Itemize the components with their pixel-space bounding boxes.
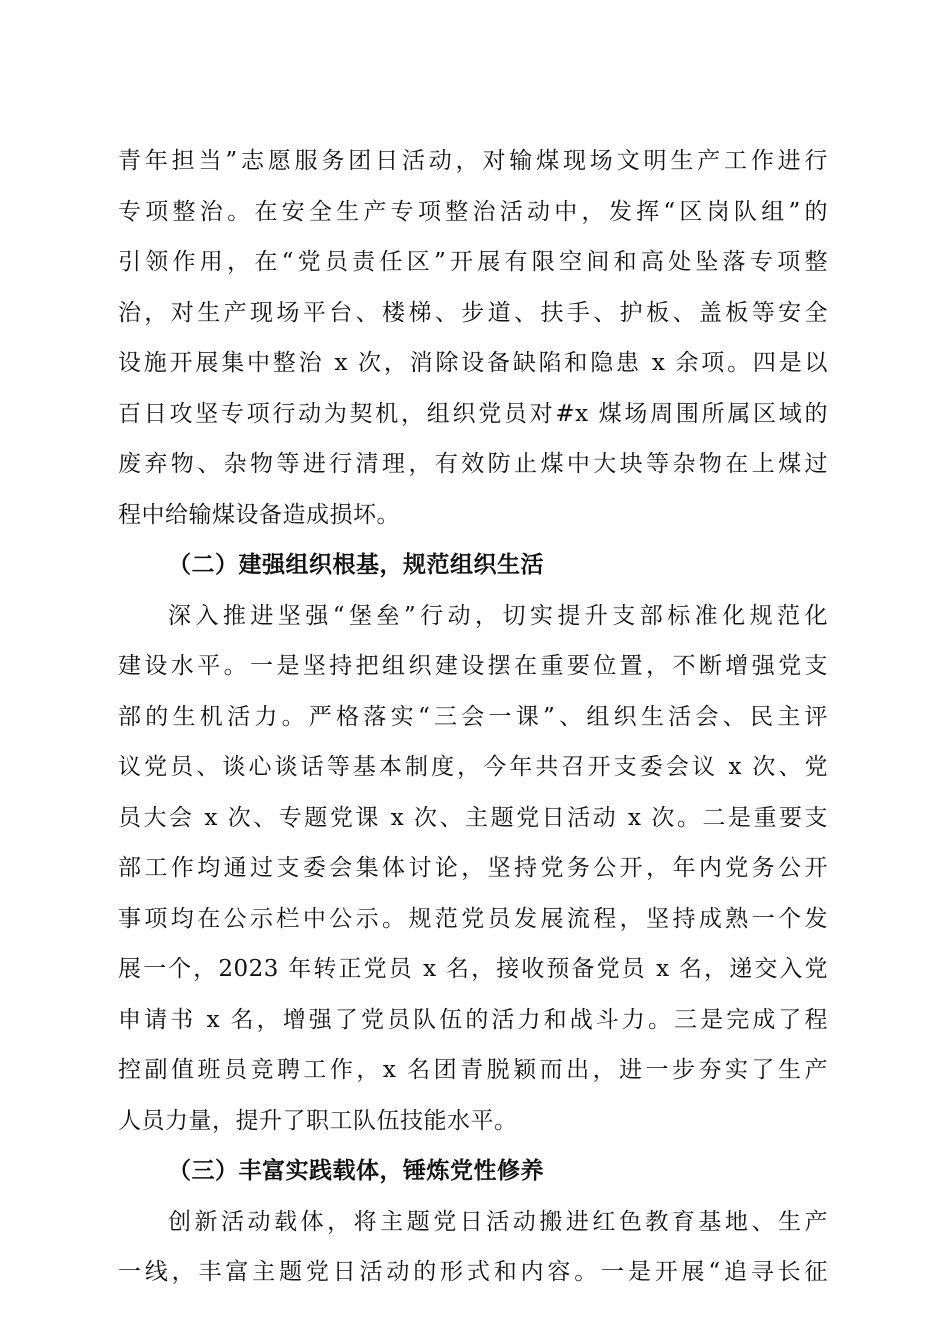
text-line-17: 展一个，2023 年转正党员 x 名，接收预备党员 x 名，递交入党 xyxy=(118,956,828,982)
text-line-1: 青年担当”志愿服务团日活动，对输煤现场文明生产工作进行 xyxy=(118,148,828,174)
text-line-23: 一线，丰富主题党日活动的形式和内容。一是开展“追寻长征 xyxy=(118,1259,828,1285)
section-heading-2: （二）建强组织根基，规范组织生活 xyxy=(168,551,544,578)
text-line-13: 议党员、谈心谈话等基本制度，今年共召开支委会议 x 次、党 xyxy=(118,754,828,780)
text-line-12: 部的生机活力。严格落实“三会一课”、组织生活会、民主评 xyxy=(118,703,828,730)
text-line-14: 员大会 x 次、专题党课 x 次、主题党日活动 x 次。二是重要支 xyxy=(118,804,828,831)
text-line-2: 专项整治。在安全生产专项整治活动中，发挥“区岗队组”的 xyxy=(118,198,828,225)
text-line-18: 申请书 x 名，增强了党员队伍的活力和战斗力。三是完成了程 xyxy=(118,1006,828,1033)
text-line-19: 控副值班员竞聘工作，x 名团青脱颖而出，进一步夯实了生产 xyxy=(118,1057,828,1083)
text-line-6: 百日攻坚专项行动为契机，组织党员对#x 煤场周围所属区域的 xyxy=(118,400,828,427)
text-line-11: 建设水平。一是坚持把组织建设摆在重要位置，不断增强党支 xyxy=(118,653,828,679)
text-line-3: 引领作用，在“党员责任区”开展有限空间和高处坠落专项整 xyxy=(118,249,828,275)
text-line-20: 人员力量，提升了职工队伍技能水平。 xyxy=(118,1107,518,1134)
text-line-15: 部工作均通过支委会集体讨论，坚持党务公开，年内党务公开 xyxy=(118,855,828,881)
section-heading-3: （三）丰富实践载体，锤炼党性修养 xyxy=(168,1157,544,1184)
document-body xyxy=(118,136,828,1298)
text-line-10: 深入推进坚强“堡垒”行动，切实提升支部标准化规范化 xyxy=(168,602,828,629)
text-line-7: 废弃物、杂物等进行清理，有效防止煤中大块等杂物在上煤过 xyxy=(118,451,828,477)
text-line-4: 治，对生产现场平台、楼梯、步道、扶手、护板、盖板等安全 xyxy=(118,299,828,326)
text-line-5: 设施开展集中整治 x 次，消除设备缺陷和隐患 x 余项。四是以 xyxy=(118,350,828,376)
text-line-8: 程中给输煤设备造成损坏。 xyxy=(118,501,400,528)
text-line-16: 事项均在公示栏中公示。规范党员发展流程，坚持成熟一个发 xyxy=(118,905,828,932)
text-line-22: 创新活动载体，将主题党日活动搬进红色教育基地、生产 xyxy=(168,1208,828,1235)
